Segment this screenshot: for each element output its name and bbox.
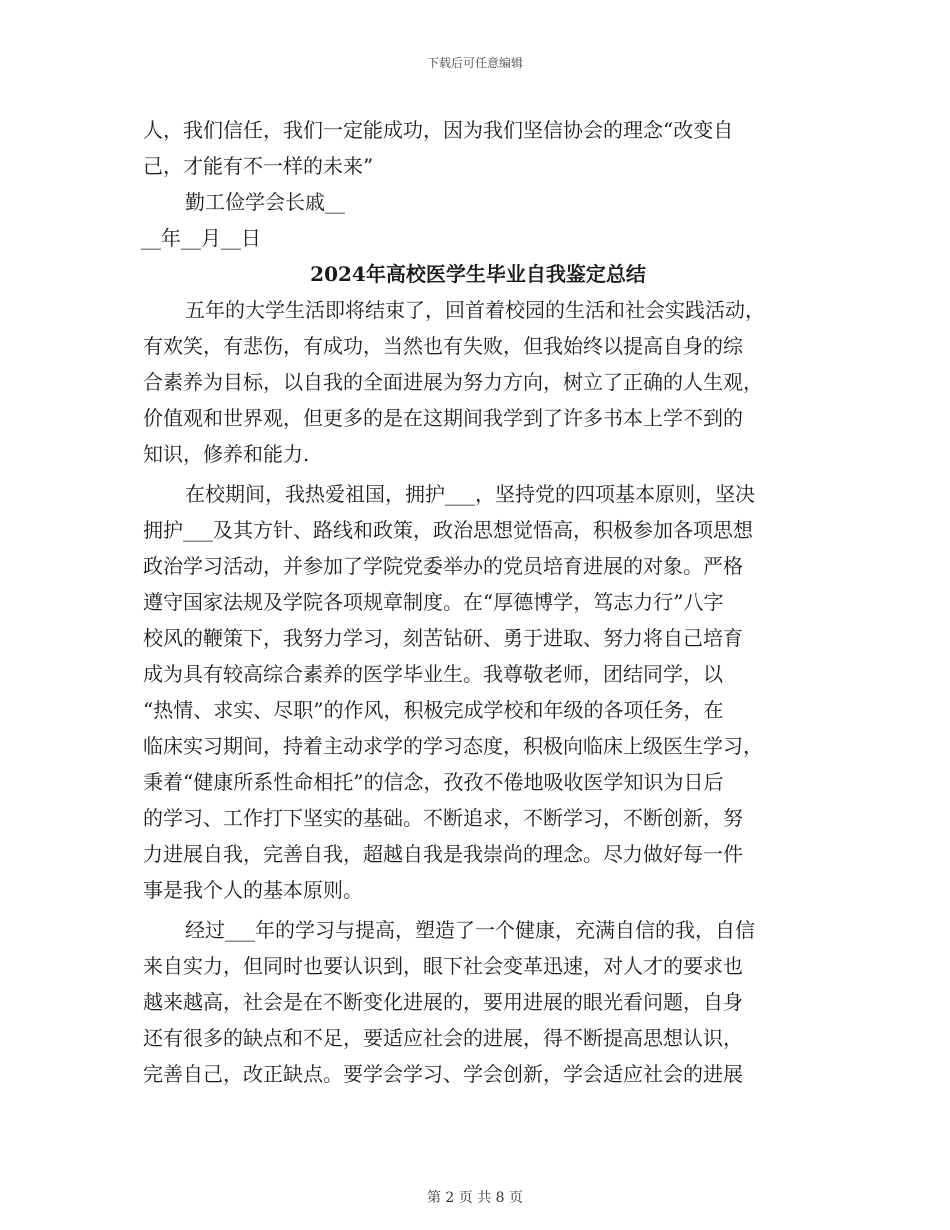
closing-line: 人，我们信任，我们一定能成功，因为我们坚信协会的理念“改变自 xyxy=(143,118,734,142)
paragraph-line: 临床实习期间，持着主动求学的学习态度，积极向临床上级医生学习， xyxy=(143,734,763,758)
signature-line: 勤工俭学会长戚__ xyxy=(185,190,345,214)
paragraph-line: 在校期间，我热爱祖国，拥护___，坚持党的四项基本原则，坚决 xyxy=(185,482,755,506)
closing-line: 己，才能有不一样的未来” xyxy=(143,154,374,178)
paragraph-2 xyxy=(143,476,813,908)
paragraph-line: 五年的大学生活即将结束了，回首着校园的生活和社会实践活动， xyxy=(185,298,765,322)
paragraph-line: 有欢笑，有悲伤，有成功，当然也有失败，但我始终以提高自身的综 xyxy=(143,334,743,358)
paragraph-line: 的学习、工作打下坚实的基础。不断追求，不断学习，不断创新，努 xyxy=(143,806,743,830)
paragraph-line: 越来越高，社会是在不断变化进展的，要用进展的眼光看问题，自身 xyxy=(143,990,743,1014)
paragraph-line: 合素养为目标，以自我的全面进展为努力方向，树立了正确的人生观， xyxy=(143,370,763,394)
paragraph-line: 拥护___及其方针、路线和政策，政治思想觉悟高，积极参加各项思想 xyxy=(143,518,753,542)
paragraph-line: “热情、求实、尽职”的作风，积极完成学校和年级的各项任务，在 xyxy=(143,698,724,722)
page-header: 下载后可任意编辑 xyxy=(426,56,523,70)
paragraph-line: 政治学习活动，并参加了学院党委举办的党员培育进展的对象。严格 xyxy=(143,554,743,578)
date-line: __年__月__日 xyxy=(141,226,261,250)
paragraph-line: 来自实力，但同时也要认识到，眼下社会变革迅速，对人才的要求也 xyxy=(143,954,743,978)
paragraph-3 xyxy=(143,912,813,1092)
page-footer: 第 2 页 共 8 页 xyxy=(426,1190,524,1206)
paragraph-line: 校风的鞭策下，我努力学习，刻苦钻研、勇于进取、努力将自己培育 xyxy=(143,626,743,650)
document-title: 2024年高校医学生毕业自我鉴定总结 xyxy=(310,262,646,286)
paragraph-line: 事是我个人的基本原则。 xyxy=(143,878,363,902)
paragraph-line: 还有很多的缺点和不足，要适应社会的进展，得不断提高思想认识， xyxy=(143,1026,743,1050)
paragraph-line: 经过___年的学习与提高，塑造了一个健康，充满自信的我，自信 xyxy=(185,918,755,942)
paragraph-line: 完善自己，改正缺点。要学会学习、学会创新，学会适应社会的进展 xyxy=(143,1062,743,1086)
paragraph-line: 秉着“健康所系性命相托”的信念，孜孜不倦地吸收医学知识为日后 xyxy=(143,770,724,794)
document-body xyxy=(143,112,813,1092)
paragraph-line: 价值观和世界观，但更多的是在这期间我学到了许多书本上学不到的 xyxy=(143,406,743,430)
paragraph-1 xyxy=(143,292,813,472)
paragraph-line: 遵守国家法规及学院各项规章制度。在“厚德博学，笃志力行”八字 xyxy=(143,590,724,614)
paragraph-line: 知识，修养和能力. xyxy=(143,442,310,466)
paragraph-line: 力进展自我，完善自我，超越自我是我崇尚的理念。尽力做好每一件 xyxy=(143,842,743,866)
paragraph-line: 成为具有较高综合素养的医学毕业生。我尊敬老师，团结同学，以 xyxy=(143,662,723,686)
